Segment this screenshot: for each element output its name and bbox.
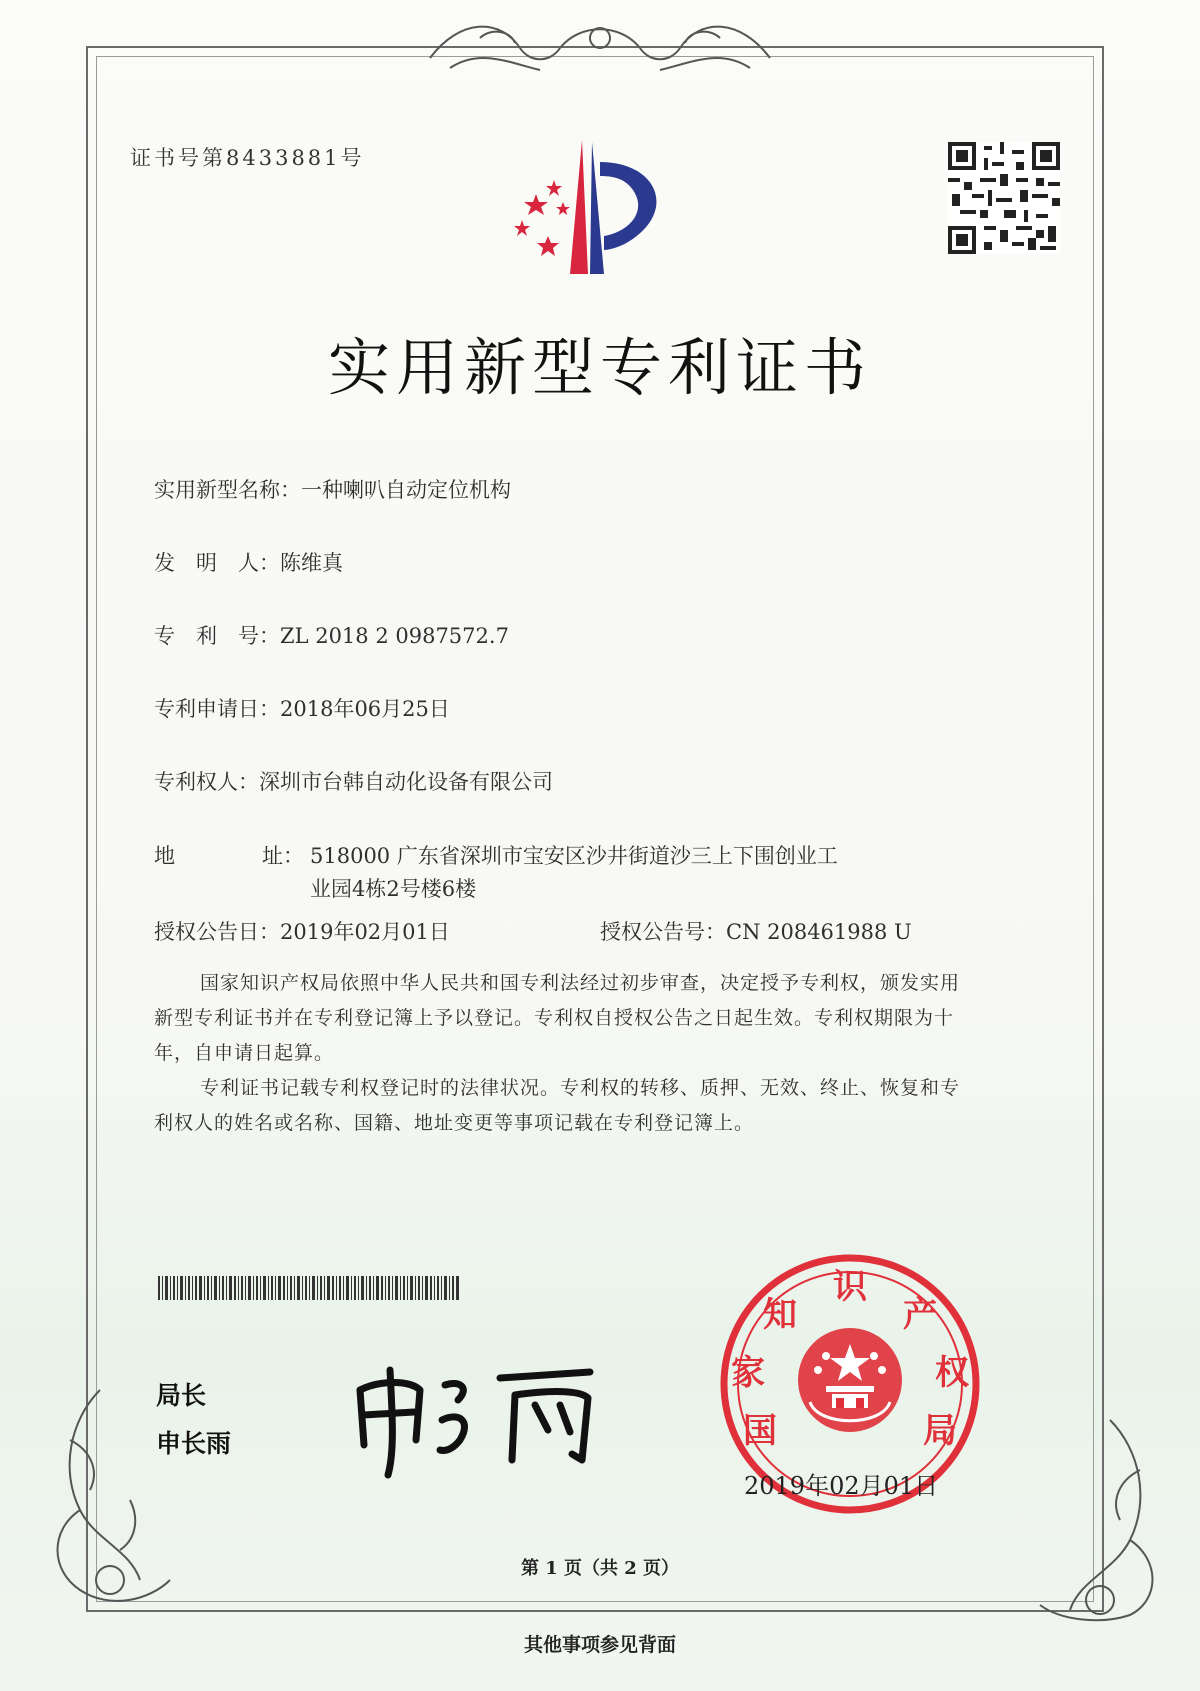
- back-side-note: 其他事项参见背面: [523, 1634, 676, 1656]
- grant-date-value: 2019年02月01日: [280, 920, 450, 944]
- grant-date-label: 授权公告日：: [154, 920, 280, 944]
- utility-model-name-label: 实用新型名称：: [154, 478, 301, 502]
- paragraph-2-line-1: 专利证书记载专利权登记时的法律状况。专利权的转移、质押、无效、终止、恢复和专: [200, 1077, 961, 1099]
- paragraph-1-line-1: 国家知识产权局依照中华人民共和国专利法经过初步审查，决定授予专利权，颁发实用: [200, 972, 961, 994]
- inventor-label: 发 明 人：: [154, 551, 280, 575]
- svg-text:权: 权: [935, 1353, 969, 1393]
- certificate-number: 证书号第8433881号: [130, 146, 365, 170]
- address-line-2: 业园4栋2号楼6楼: [310, 877, 477, 901]
- patent-number-row: [154, 620, 509, 650]
- patent-office-logo-icon: [508, 132, 688, 282]
- seal-date: 2019年02月01日: [744, 1472, 939, 1500]
- director-title: 局长: [156, 1381, 207, 1410]
- top-ornament-icon: [420, 8, 780, 82]
- utility-model-name-value: 一种喇叭自动定位机构: [301, 478, 511, 502]
- address-line-1: 518000 广东省深圳市宝安区沙井街道沙三上下围创业工: [310, 844, 838, 868]
- grant-number-value: CN 208461988 U: [726, 920, 912, 944]
- certificate-title: 实用新型专利证书: [327, 331, 872, 404]
- barcode-icon: [158, 1276, 460, 1300]
- patent-number-value: ZL 2018 2 0987572.7: [280, 624, 509, 648]
- patentee-label: 专利权人：: [154, 770, 259, 794]
- paragraph-1-line-2: 新型专利证书并在专利登记簿上予以登记。专利权自授权公告之日起生效。专利权期限为十: [154, 1007, 955, 1029]
- paragraph-1-line-3: 年，自申请日起算。: [154, 1042, 335, 1064]
- filing-date-label: 专利申请日：: [154, 697, 280, 721]
- inventor-row: [154, 547, 343, 577]
- bottom-left-ornament-icon: [40, 1380, 180, 1620]
- svg-text:产: 产: [903, 1295, 937, 1335]
- page-indicator: 第 1 页（共 2 页）: [520, 1558, 680, 1579]
- grant-date-row: [154, 916, 450, 946]
- filing-date-row: [154, 693, 450, 723]
- address-label-1: 地: [154, 844, 175, 868]
- utility-model-name-row: [154, 474, 511, 504]
- svg-text:家: 家: [731, 1353, 765, 1393]
- patentee-value: 深圳市台韩自动化设备有限公司: [259, 770, 553, 794]
- handwritten-signature-icon: [350, 1350, 610, 1480]
- qr-code-icon: [948, 142, 1060, 254]
- director-name: 申长雨: [156, 1429, 232, 1458]
- filing-date-value: 2018年06月25日: [280, 697, 450, 721]
- paragraph-2-line-2: 利权人的姓名或名称、国籍、地址变更等事项记载在专利登记簿上。: [154, 1112, 755, 1134]
- grant-number-label: 授权公告号：: [600, 920, 726, 944]
- bottom-right-ornament-icon: [1030, 1410, 1170, 1630]
- patentee-row: [154, 766, 553, 796]
- svg-text:识: 识: [833, 1267, 867, 1307]
- address-label-2: 址：: [262, 844, 304, 868]
- svg-text:局: 局: [923, 1411, 957, 1451]
- svg-text:知: 知: [763, 1295, 797, 1335]
- inventor-value: 陈维真: [280, 551, 343, 575]
- grant-number-row: [600, 916, 912, 946]
- svg-text:国: 国: [743, 1411, 777, 1451]
- patent-number-label: 专 利 号：: [154, 624, 280, 648]
